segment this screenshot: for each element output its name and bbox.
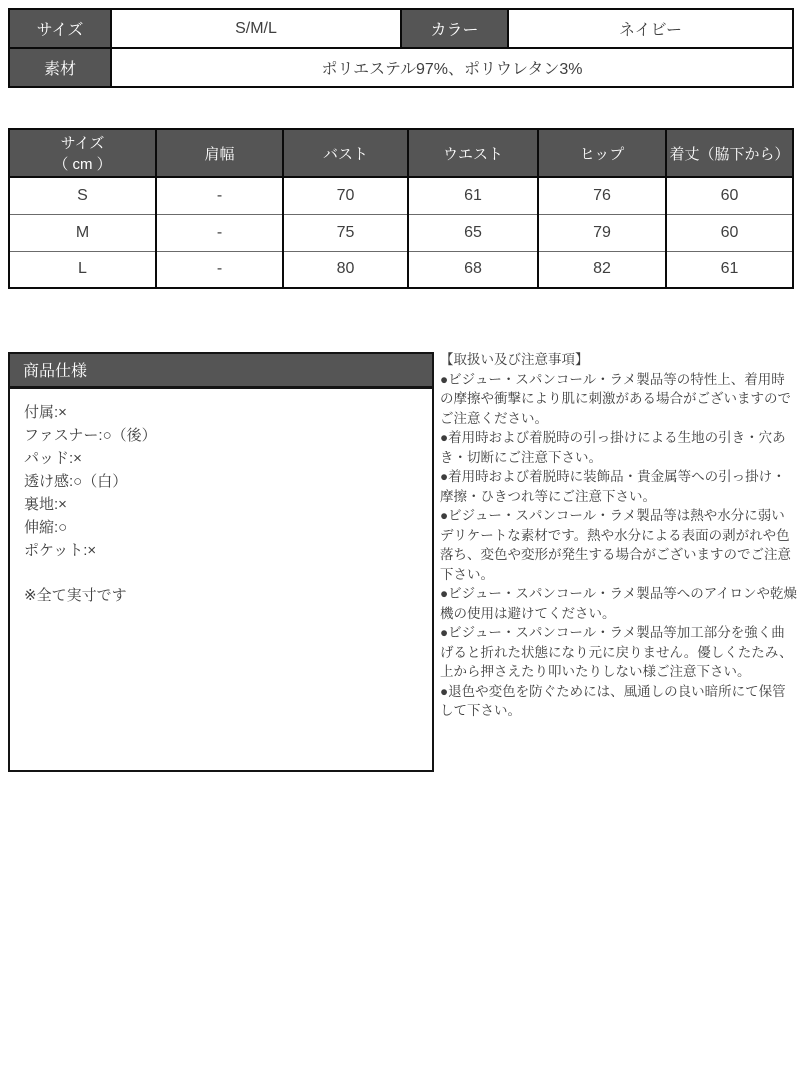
cell-length: 60	[666, 177, 793, 214]
cell-size: S	[9, 177, 156, 214]
cell-bust: 70	[283, 177, 408, 214]
care-note-item: ●ビジュー・スパンコール・ラメ製品等加工部分を強く曲げると折れた状態になり元に戻りません。優しくたたみ、上から押さえたり叩いたりしない様ご注意下さい。	[440, 625, 793, 679]
spec-item-fastener: ファスナー:○（後）	[24, 427, 157, 444]
cell-waist: 61	[408, 177, 538, 214]
cell-size: L	[9, 251, 156, 288]
product-info-table	[8, 8, 794, 88]
cell-bust: 80	[283, 251, 408, 288]
table-row-size-m	[9, 214, 793, 251]
cell-waist: 68	[408, 251, 538, 288]
cell-hip: 79	[538, 214, 666, 251]
cell-size: M	[9, 214, 156, 251]
table-row-size-l	[9, 251, 793, 288]
table-row-size-s	[9, 177, 793, 214]
care-note-item: ●ビジュー・スパンコール・ラメ製品等の特性上、着用時の摩擦や衝撃により肌に刺激がある場合がございますのでご注意ください。	[440, 371, 791, 426]
cell-bust: 75	[283, 214, 408, 251]
spec-item-stretch: 伸縮:○	[24, 519, 68, 536]
care-notes-section	[440, 350, 797, 721]
spec-box-title: 商品仕様	[10, 354, 432, 389]
column-header-waist: ウエスト	[408, 129, 538, 177]
cell-length: 61	[666, 251, 793, 288]
cell-hip: 76	[538, 177, 666, 214]
info-row-material	[9, 48, 793, 87]
spec-measurement-note: ※全て実寸です	[24, 587, 127, 604]
spec-box-body	[10, 389, 432, 619]
cell-length: 60	[666, 214, 793, 251]
info-row-size-color	[9, 9, 793, 48]
size-label-cell: サイズ	[9, 9, 111, 48]
material-value-cell: ポリエステル97%、ポリウレタン3%	[111, 48, 793, 87]
spec-item-sheerness: 透け感:○（白）	[24, 473, 128, 490]
care-note-item: ●退色や変色を防ぐためには、風通しの良い暗所にて保管して下さい。	[440, 683, 786, 718]
column-header-length: 着丈（脇下から）	[666, 129, 793, 177]
color-value-cell: ネイビー	[508, 9, 793, 48]
cell-shoulder: -	[156, 177, 283, 214]
care-note-item: ●着用時および着脱時に装飾品・貴金属等への引っ掛け・摩擦・ひきつれ等にご注意下さい。	[440, 469, 786, 504]
column-header-shoulder: 肩幅	[156, 129, 283, 177]
size-chart-header-row	[9, 129, 793, 177]
cell-hip: 82	[538, 251, 666, 288]
color-label-cell: カラー	[401, 9, 508, 48]
cell-waist: 65	[408, 214, 538, 251]
cell-shoulder: -	[156, 251, 283, 288]
care-note-item: ●ビジュー・スパンコール・ラメ製品等は熱や水分に弱いデリケートな素材です。熱や水分による表面の剥がれや色落ち、変色や変形が発生する場合がございますのでご注意下さい。	[440, 508, 791, 582]
spec-item-lining: 裏地:×	[24, 496, 67, 513]
care-notes-title: 【取扱い及び注意事項】	[440, 352, 589, 367]
product-spec-box	[8, 352, 434, 772]
spec-item-pocket: ポケット:×	[24, 542, 97, 559]
column-header-hip: ヒップ	[538, 129, 666, 177]
size-value-cell: S/M/L	[111, 9, 401, 48]
material-label-cell: 素材	[9, 48, 111, 87]
care-note-item: ●着用時および着脱時の引っ掛けによる生地の引き・穴あき・切断にご注意下さい。	[440, 430, 786, 465]
cell-shoulder: -	[156, 214, 283, 251]
spec-item-pad: パッド:×	[24, 450, 82, 467]
care-note-item: ●ビジュー・スパンコール・ラメ製品等へのアイロンや乾燥機の使用は避けてください。	[440, 586, 797, 621]
size-chart-table	[8, 128, 794, 289]
column-header-size-cm: サイズ （ cm ）	[9, 129, 156, 177]
column-header-bust: バスト	[283, 129, 408, 177]
spec-item-accessory: 付属:×	[24, 404, 67, 421]
